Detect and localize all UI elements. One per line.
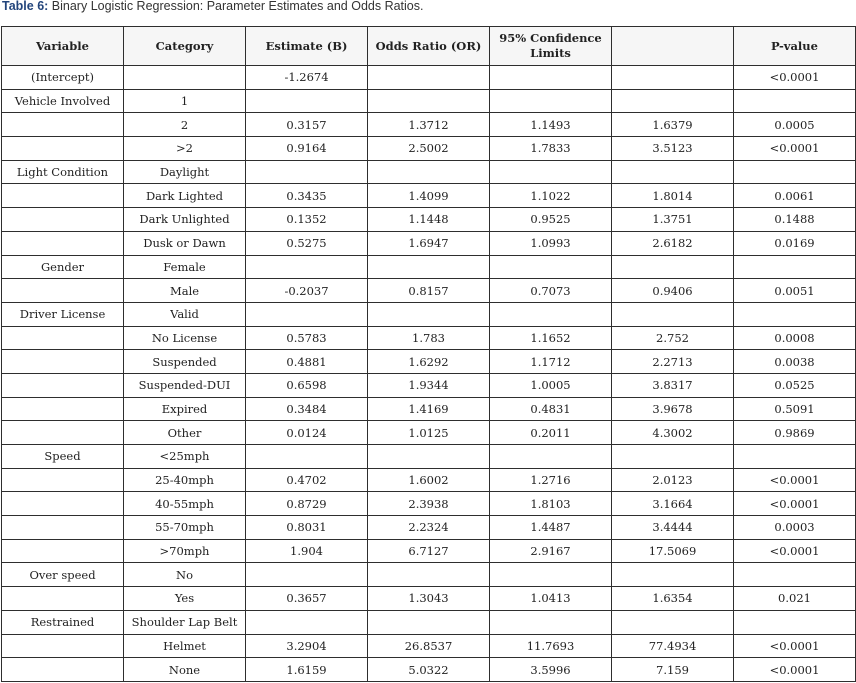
ci-lower-cell xyxy=(490,255,612,279)
estimate-cell: 0.3435 xyxy=(246,184,368,208)
estimate-cell: 0.5783 xyxy=(246,326,368,350)
ci-lower-cell: 3.5996 xyxy=(490,658,612,682)
estimate-cell xyxy=(246,563,368,587)
ci-upper-cell xyxy=(612,302,734,326)
table-row xyxy=(2,160,856,184)
table-caption-text: Binary Logistic Regression: Parameter Estimates and Odds Ratios. xyxy=(48,0,424,13)
category-cell: 2 xyxy=(124,113,246,137)
header-p-value: P-value xyxy=(734,27,856,66)
ci-lower-cell: 11.7693 xyxy=(490,634,612,658)
variable-cell xyxy=(2,492,124,516)
estimate-cell xyxy=(246,610,368,634)
variable-cell: Driver License xyxy=(2,302,124,326)
p-value-cell: 0.0051 xyxy=(734,279,856,303)
p-value-cell xyxy=(734,255,856,279)
estimate-cell: 0.8031 xyxy=(246,516,368,540)
estimate-cell: 0.3157 xyxy=(246,113,368,137)
estimate-cell xyxy=(246,302,368,326)
variable-cell xyxy=(2,516,124,540)
estimate-cell: 0.6598 xyxy=(246,373,368,397)
ci-upper-cell: 3.5123 xyxy=(612,137,734,161)
table-row xyxy=(2,373,856,397)
regression-table xyxy=(1,26,856,682)
ci-upper-cell: 17.5069 xyxy=(612,539,734,563)
header-row xyxy=(2,27,856,66)
table-caption-label: Table 6: xyxy=(2,0,49,13)
p-value-cell: <0.0001 xyxy=(734,634,856,658)
category-cell: None xyxy=(124,658,246,682)
category-cell: 1 xyxy=(124,89,246,113)
ci-upper-cell xyxy=(612,160,734,184)
category-cell: Yes xyxy=(124,587,246,611)
odds-ratio-cell xyxy=(368,255,490,279)
p-value-cell xyxy=(734,445,856,469)
ci-lower-cell: 1.4487 xyxy=(490,516,612,540)
category-cell xyxy=(124,66,246,90)
ci-upper-cell: 7.159 xyxy=(612,658,734,682)
table-body xyxy=(2,66,856,682)
ci-upper-cell: 2.0123 xyxy=(612,468,734,492)
odds-ratio-cell: 0.8157 xyxy=(368,279,490,303)
variable-cell xyxy=(2,373,124,397)
variable-cell xyxy=(2,421,124,445)
p-value-cell: 0.5091 xyxy=(734,397,856,421)
p-value-cell: 0.9869 xyxy=(734,421,856,445)
table-row xyxy=(2,563,856,587)
p-value-cell: 0.0003 xyxy=(734,516,856,540)
ci-lower-cell: 1.2716 xyxy=(490,468,612,492)
estimate-cell: 0.5275 xyxy=(246,231,368,255)
header-odds-ratio: Odds Ratio (OR) xyxy=(368,27,490,66)
table-row xyxy=(2,658,856,682)
odds-ratio-cell: 26.8537 xyxy=(368,634,490,658)
odds-ratio-cell: 1.4099 xyxy=(368,184,490,208)
table-row xyxy=(2,492,856,516)
category-cell: Suspended xyxy=(124,350,246,374)
category-cell: Shoulder Lap Belt xyxy=(124,610,246,634)
table-row xyxy=(2,587,856,611)
variable-cell: (Intercept) xyxy=(2,66,124,90)
category-cell: Male xyxy=(124,279,246,303)
odds-ratio-cell: 1.3043 xyxy=(368,587,490,611)
odds-ratio-cell: 1.4169 xyxy=(368,397,490,421)
category-cell: 40-55mph xyxy=(124,492,246,516)
table-row xyxy=(2,184,856,208)
ci-lower-cell: 0.7073 xyxy=(490,279,612,303)
odds-ratio-cell xyxy=(368,563,490,587)
p-value-cell: 0.0008 xyxy=(734,326,856,350)
ci-lower-cell: 1.7833 xyxy=(490,137,612,161)
variable-cell xyxy=(2,587,124,611)
odds-ratio-cell: 2.5002 xyxy=(368,137,490,161)
ci-lower-cell xyxy=(490,66,612,90)
category-cell: Female xyxy=(124,255,246,279)
table-row xyxy=(2,350,856,374)
p-value-cell: 0.0061 xyxy=(734,184,856,208)
variable-cell xyxy=(2,658,124,682)
estimate-cell: -0.2037 xyxy=(246,279,368,303)
odds-ratio-cell xyxy=(368,302,490,326)
estimate-cell: 0.9164 xyxy=(246,137,368,161)
category-cell: 25-40mph xyxy=(124,468,246,492)
p-value-cell: <0.0001 xyxy=(734,539,856,563)
ci-lower-cell: 1.0005 xyxy=(490,373,612,397)
category-cell: Suspended-DUI xyxy=(124,373,246,397)
category-cell: Dark Unlighted xyxy=(124,208,246,232)
ci-lower-cell xyxy=(490,302,612,326)
variable-cell: Light Condition xyxy=(2,160,124,184)
estimate-cell xyxy=(246,445,368,469)
ci-upper-cell xyxy=(612,255,734,279)
odds-ratio-cell: 2.3938 xyxy=(368,492,490,516)
ci-upper-cell xyxy=(612,563,734,587)
p-value-cell: 0.021 xyxy=(734,587,856,611)
p-value-cell: 0.0169 xyxy=(734,231,856,255)
header-estimate: Estimate (B) xyxy=(246,27,368,66)
ci-upper-cell: 3.4444 xyxy=(612,516,734,540)
estimate-cell: 0.0124 xyxy=(246,421,368,445)
estimate-cell: 0.8729 xyxy=(246,492,368,516)
ci-upper-cell: 2.2713 xyxy=(612,350,734,374)
odds-ratio-cell xyxy=(368,89,490,113)
ci-lower-cell xyxy=(490,89,612,113)
table-caption xyxy=(2,0,423,14)
ci-upper-cell: 1.3751 xyxy=(612,208,734,232)
ci-lower-cell xyxy=(490,445,612,469)
odds-ratio-cell: 1.3712 xyxy=(368,113,490,137)
variable-cell xyxy=(2,397,124,421)
p-value-cell: <0.0001 xyxy=(734,468,856,492)
ci-lower-cell: 1.1652 xyxy=(490,326,612,350)
category-cell: No xyxy=(124,563,246,587)
ci-upper-cell: 3.1664 xyxy=(612,492,734,516)
category-cell: 55-70mph xyxy=(124,516,246,540)
estimate-cell xyxy=(246,89,368,113)
ci-lower-cell xyxy=(490,160,612,184)
variable-cell xyxy=(2,137,124,161)
ci-upper-cell xyxy=(612,66,734,90)
ci-upper-cell xyxy=(612,89,734,113)
odds-ratio-cell: 2.2324 xyxy=(368,516,490,540)
table-row xyxy=(2,279,856,303)
odds-ratio-cell: 6.7127 xyxy=(368,539,490,563)
variable-cell xyxy=(2,231,124,255)
table-row xyxy=(2,66,856,90)
odds-ratio-cell xyxy=(368,160,490,184)
p-value-cell xyxy=(734,563,856,587)
estimate-cell: 0.3657 xyxy=(246,587,368,611)
ci-lower-cell xyxy=(490,610,612,634)
odds-ratio-cell: 1.0125 xyxy=(368,421,490,445)
estimate-cell: 0.1352 xyxy=(246,208,368,232)
ci-lower-cell: 0.2011 xyxy=(490,421,612,445)
odds-ratio-cell: 1.9344 xyxy=(368,373,490,397)
ci-upper-cell: 1.6379 xyxy=(612,113,734,137)
p-value-cell: 0.1488 xyxy=(734,208,856,232)
table-row xyxy=(2,231,856,255)
estimate-cell: 3.2904 xyxy=(246,634,368,658)
odds-ratio-cell: 1.6292 xyxy=(368,350,490,374)
estimate-cell: -1.2674 xyxy=(246,66,368,90)
header-confidence-upper xyxy=(612,27,734,66)
variable-cell xyxy=(2,468,124,492)
header-confidence-limits: 95% Confidence Limits xyxy=(490,27,612,66)
ci-lower-cell xyxy=(490,563,612,587)
ci-upper-cell: 2.752 xyxy=(612,326,734,350)
ci-lower-cell: 1.1022 xyxy=(490,184,612,208)
estimate-cell: 0.4881 xyxy=(246,350,368,374)
p-value-cell: <0.0001 xyxy=(734,658,856,682)
ci-lower-cell: 1.0413 xyxy=(490,587,612,611)
variable-cell: Speed xyxy=(2,445,124,469)
p-value-cell xyxy=(734,610,856,634)
estimate-cell: 0.3484 xyxy=(246,397,368,421)
ci-lower-cell: 1.1493 xyxy=(490,113,612,137)
ci-lower-cell: 0.9525 xyxy=(490,208,612,232)
p-value-cell: <0.0001 xyxy=(734,492,856,516)
category-cell: Dark Lighted xyxy=(124,184,246,208)
variable-cell xyxy=(2,113,124,137)
p-value-cell: <0.0001 xyxy=(734,66,856,90)
ci-lower-cell: 1.1712 xyxy=(490,350,612,374)
odds-ratio-cell: 1.6947 xyxy=(368,231,490,255)
ci-lower-cell: 2.9167 xyxy=(490,539,612,563)
odds-ratio-cell xyxy=(368,610,490,634)
ci-upper-cell: 1.6354 xyxy=(612,587,734,611)
odds-ratio-cell: 1.1448 xyxy=(368,208,490,232)
table-row xyxy=(2,445,856,469)
variable-cell: Gender xyxy=(2,255,124,279)
category-cell: Dusk or Dawn xyxy=(124,231,246,255)
table-header xyxy=(2,27,856,66)
category-cell: Expired xyxy=(124,397,246,421)
odds-ratio-cell: 1.6002 xyxy=(368,468,490,492)
odds-ratio-cell xyxy=(368,445,490,469)
odds-ratio-cell: 1.783 xyxy=(368,326,490,350)
ci-upper-cell xyxy=(612,445,734,469)
variable-cell xyxy=(2,350,124,374)
table-row xyxy=(2,421,856,445)
category-cell: No License xyxy=(124,326,246,350)
estimate-cell: 1.904 xyxy=(246,539,368,563)
variable-cell xyxy=(2,539,124,563)
category-cell: >2 xyxy=(124,137,246,161)
p-value-cell xyxy=(734,89,856,113)
variable-cell xyxy=(2,326,124,350)
header-category: Category xyxy=(124,27,246,66)
table-row xyxy=(2,89,856,113)
ci-upper-cell xyxy=(612,610,734,634)
ci-upper-cell: 2.6182 xyxy=(612,231,734,255)
table-row xyxy=(2,302,856,326)
ci-upper-cell: 0.9406 xyxy=(612,279,734,303)
ci-lower-cell: 1.0993 xyxy=(490,231,612,255)
variable-cell: Over speed xyxy=(2,563,124,587)
variable-cell: Restrained xyxy=(2,610,124,634)
table-row xyxy=(2,539,856,563)
ci-upper-cell: 1.8014 xyxy=(612,184,734,208)
category-cell: Helmet xyxy=(124,634,246,658)
variable-cell xyxy=(2,208,124,232)
table-row xyxy=(2,255,856,279)
ci-lower-cell: 1.8103 xyxy=(490,492,612,516)
variable-cell xyxy=(2,634,124,658)
odds-ratio-cell xyxy=(368,66,490,90)
header-variable: Variable xyxy=(2,27,124,66)
table-row xyxy=(2,634,856,658)
table-row xyxy=(2,137,856,161)
ci-upper-cell: 77.4934 xyxy=(612,634,734,658)
p-value-cell: 0.0038 xyxy=(734,350,856,374)
table-row xyxy=(2,516,856,540)
ci-upper-cell: 3.9678 xyxy=(612,397,734,421)
category-cell: Daylight xyxy=(124,160,246,184)
estimate-cell: 1.6159 xyxy=(246,658,368,682)
category-cell: >70mph xyxy=(124,539,246,563)
category-cell: <25mph xyxy=(124,445,246,469)
table-row xyxy=(2,610,856,634)
ci-upper-cell: 4.3002 xyxy=(612,421,734,445)
p-value-cell: 0.0525 xyxy=(734,373,856,397)
ci-upper-cell: 3.8317 xyxy=(612,373,734,397)
variable-cell xyxy=(2,184,124,208)
estimate-cell: 0.4702 xyxy=(246,468,368,492)
table-row xyxy=(2,397,856,421)
estimate-cell xyxy=(246,255,368,279)
variable-cell: Vehicle Involved xyxy=(2,89,124,113)
p-value-cell: <0.0001 xyxy=(734,137,856,161)
p-value-cell xyxy=(734,302,856,326)
table-row xyxy=(2,326,856,350)
table-row xyxy=(2,113,856,137)
category-cell: Other xyxy=(124,421,246,445)
odds-ratio-cell: 5.0322 xyxy=(368,658,490,682)
estimate-cell xyxy=(246,160,368,184)
table-row xyxy=(2,468,856,492)
variable-cell xyxy=(2,279,124,303)
p-value-cell xyxy=(734,160,856,184)
table-row xyxy=(2,208,856,232)
category-cell: Valid xyxy=(124,302,246,326)
p-value-cell: 0.0005 xyxy=(734,113,856,137)
ci-lower-cell: 0.4831 xyxy=(490,397,612,421)
